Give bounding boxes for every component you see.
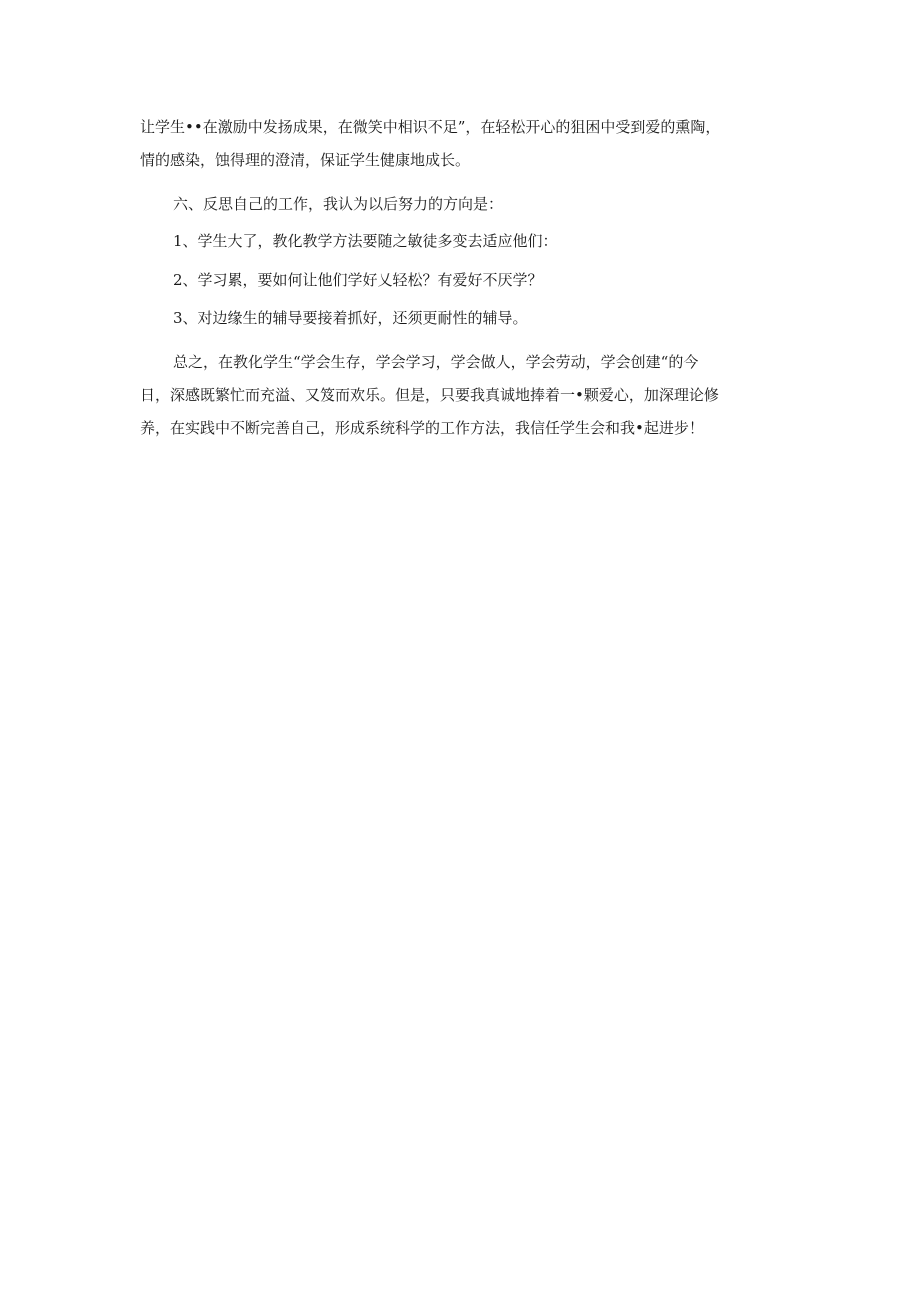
list-item-text: 2、学习累，要如何让他们学好乂轻松？有爱好不厌学？ [173,271,543,289]
conclusion-paragraph [140,346,800,445]
list-item [140,264,800,297]
text-line: 情的感染，蚀得理的澄清，保证学生健康地成长。 [140,151,471,169]
paragraph-continuation [140,111,800,177]
list-item [140,302,800,335]
paragraph-text [140,346,800,445]
text-line: 日，深感既繁忙而充溢、又笈而欢乐。但是，只要我真诚地捧着一•颗爱心，加深理论修 [140,386,719,404]
list-item-text: 3、对边缘生的辅导要接着抓好，还须更耐性的辅导。 [173,309,528,327]
text-line: 养，在实践中不断完善自己，形成系统科学的工作方法，我信任学生会和我•起进步！ [140,419,704,437]
section-heading-text: 六、反思自己的工作，我认为以后努力的方向是： [173,195,504,213]
paragraph-text [140,111,800,177]
section-heading [140,188,800,221]
text-line: 让学生••在激励中发扬成果，在微笑中相识不足”，在轻松开心的狙困中受到爱的熏陶， [140,118,721,136]
list-item [140,225,800,258]
text-line: 总之，在教化学生“学会生存，学会学习，学会做人，学会劳动，学会创建“的今 [173,353,699,371]
list-item-text: 1、学生大了，教化教学方法要随之敏徒多变去适应他们： [173,232,558,250]
